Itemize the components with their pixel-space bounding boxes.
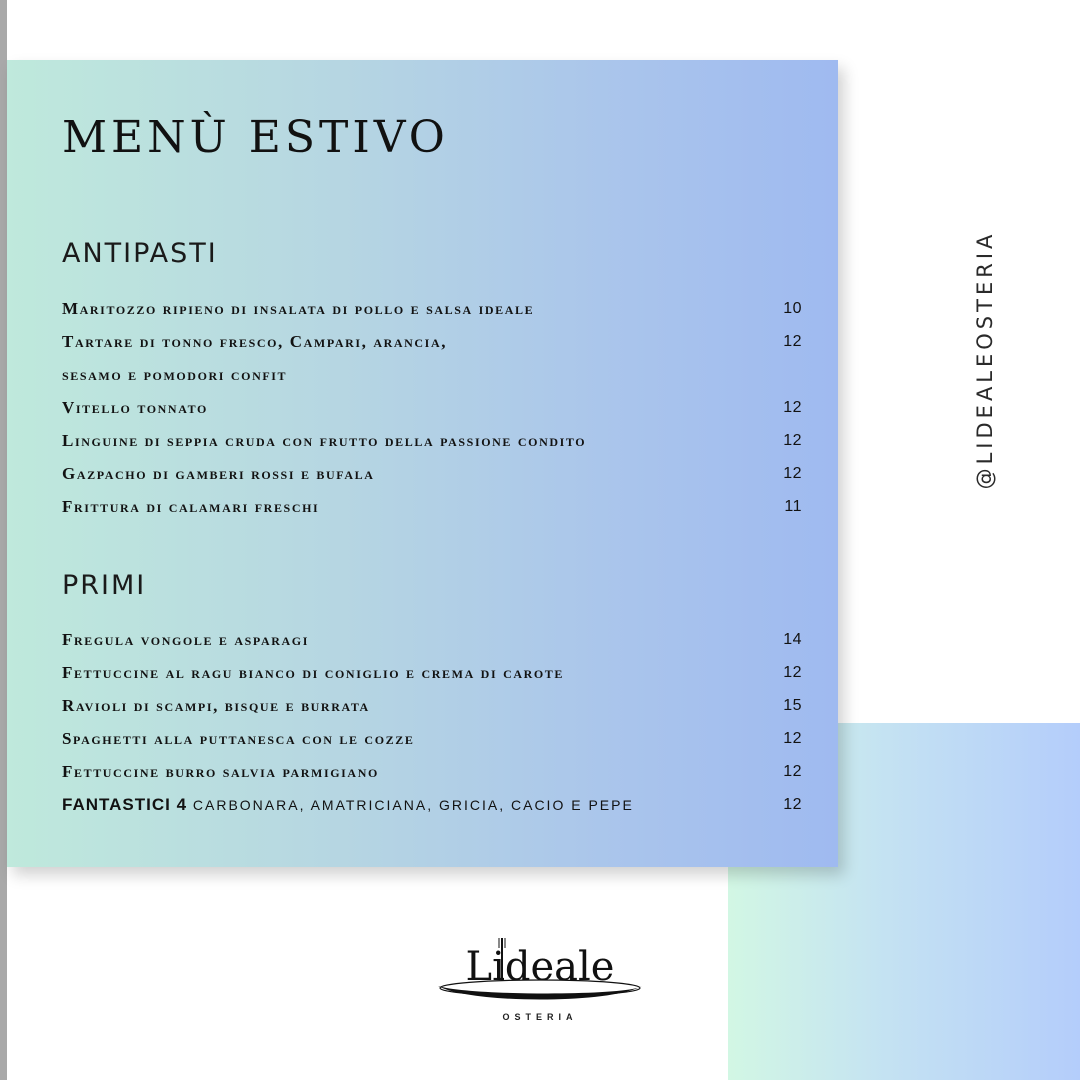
list-item [62,656,802,689]
left-edge-bar [0,0,7,1080]
dish-name: Spaghetti alla puttanesca con le cozze [62,729,415,748]
list-item [62,424,802,457]
dish-name: Frittura di calamari freschi [62,497,320,516]
osteria-logo [430,930,650,1030]
dish-name: Fettuccine al ragu bianco di coniglio e crema di carote [62,663,565,682]
dish-price: 12 [783,399,802,416]
dish-name: Ravioli di scampi, bisque e burrata [62,696,370,715]
dish-name: Fettuccine burro salvia parmigiano [62,762,379,781]
brand-subtitle: OSTERIA [502,1012,578,1022]
list-item [62,623,802,656]
dish-price: 12 [783,796,802,813]
list-item [62,689,802,722]
list-item [62,457,802,490]
list-item [62,788,802,821]
dish-price: 12 [783,730,802,747]
section-title-antipasti: ANTIPASTI [62,238,218,269]
brand-name: Lideale [465,944,615,990]
list-item [62,391,802,424]
dish-price: 15 [783,697,802,714]
list-item [62,490,802,523]
list-item [62,358,802,391]
dish-price: 12 [783,465,802,482]
menu-card [7,60,838,867]
instagram-handle: @LIDEALEOSTERIA [973,230,997,490]
dish-price: 12 [783,664,802,681]
section-title-primi: PRIMI [62,570,147,601]
dish-name-lead: FANTASTICI 4 [62,795,188,814]
dish-price: 14 [783,631,802,648]
dish-price: 12 [783,333,802,350]
dish-name: Gazpacho di gamberi rossi e bufala [62,464,375,483]
dish-name: Vitello tonnato [62,398,208,417]
dish-name-rest: CARBONARA, AMATRICIANA, GRICIA, CACIO E PEPE [192,797,634,813]
dish-price: 11 [784,498,802,515]
list-item [62,755,802,788]
dish-price: 12 [783,432,802,449]
dish-price: 10 [783,300,802,317]
dish-name: Maritozzo ripieno di insalata di pollo e salsa ideale [62,299,535,318]
dish-name: Tartare di tonno fresco, Campari, arancia, [62,332,448,351]
menu-title: MENÙ ESTIVO [62,112,449,163]
list-item [62,325,802,358]
dish-price: 12 [783,763,802,780]
primi-list [62,623,802,821]
dish-name: Fregula vongole e asparagi [62,630,309,649]
dish-name: Linguine di seppia cruda con frutto della passione condito [62,431,587,450]
antipasti-list [62,292,802,523]
list-item [62,292,802,325]
dish-name: sesamo e pomodori confit [62,365,288,384]
list-item [62,722,802,755]
